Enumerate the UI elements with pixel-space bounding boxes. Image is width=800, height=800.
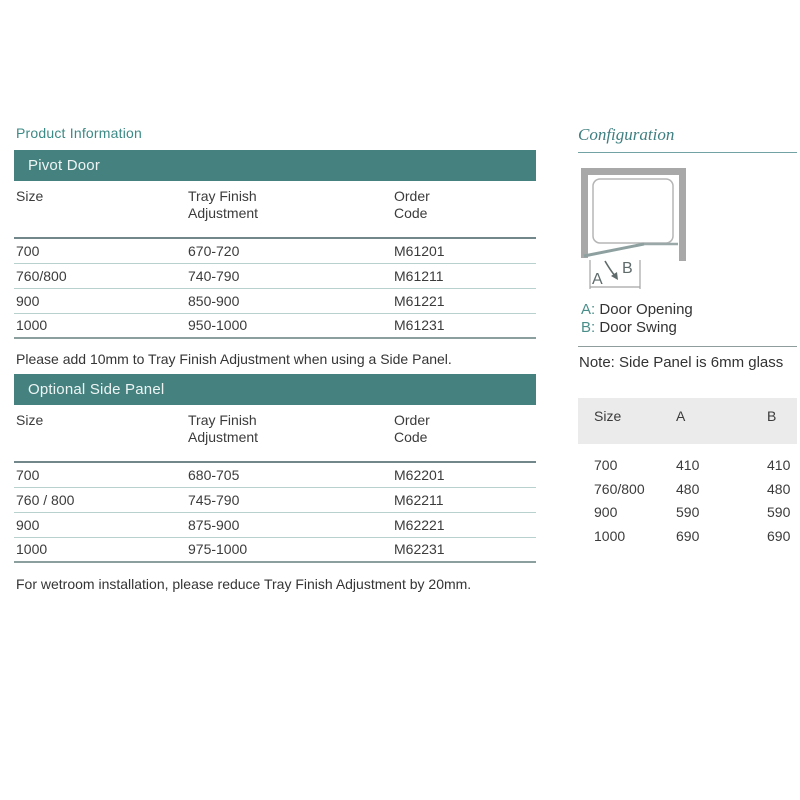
cell-tray-finish: 850-900 [188, 292, 240, 309]
cell-size: 700 [16, 466, 40, 483]
cell-size: 1000 [594, 527, 626, 544]
table-row [14, 288, 536, 313]
cell-tray-finish: 670-720 [188, 242, 240, 259]
cell-size: 1000 [16, 317, 48, 334]
cell-order-code: M61231 [394, 317, 445, 334]
cell-a: 590 [676, 504, 700, 520]
cell-a: 690 [676, 527, 700, 544]
door-open-line [584, 244, 644, 256]
table-row [14, 537, 536, 562]
configuration-title: Configuration [578, 125, 797, 153]
section-header-optional-side-panel: Optional Side Panel [14, 374, 536, 405]
tray-outline [593, 179, 673, 243]
cell-order-code: M62201 [394, 466, 445, 483]
side-panel-note: For wetroom installation, please reduce Tray Finish Adjustment by 20mm. [16, 576, 472, 592]
dim-column-b: B [767, 408, 777, 424]
diagram-label-b: B [622, 260, 633, 277]
configuration-section [578, 125, 797, 548]
cell-tray-finish: 875-900 [188, 516, 240, 533]
table-header-row [14, 181, 536, 238]
legend-item-b [581, 319, 797, 337]
column-header-order-code: Order Code [394, 412, 430, 445]
legend-key-b: B: [581, 319, 596, 336]
cell-tray-finish: 680-705 [188, 466, 240, 483]
table-row [14, 238, 536, 263]
cell-b: 590 [767, 504, 791, 520]
cell-order-code: M61211 [394, 267, 444, 284]
glass-note: Note: Side Panel is 6mm glass [579, 354, 784, 371]
cell-size: 900 [594, 504, 618, 520]
product-information-section [14, 125, 536, 599]
table-row [578, 501, 797, 525]
legend-label-a: Door Opening [599, 301, 693, 318]
cell-tray-finish: 740-790 [188, 267, 240, 284]
dimensions-table [578, 398, 797, 548]
cell-size: 700 [16, 242, 40, 259]
table-row [14, 313, 536, 338]
table-header-row [14, 405, 536, 462]
cell-size: 760 / 800 [16, 491, 75, 508]
legend-item-a [581, 301, 797, 319]
table-row [14, 512, 536, 537]
pivot-door-table [14, 181, 536, 339]
legend-key-a: A: [581, 301, 596, 318]
cell-order-code: M62221 [394, 516, 445, 533]
table-row [578, 454, 797, 478]
cell-order-code: M62211 [394, 491, 444, 508]
column-header-order-code: Order Code [394, 188, 430, 221]
cell-b: 690 [767, 527, 791, 544]
dimensions-table-body [578, 454, 797, 548]
cell-size: 760/800 [16, 267, 67, 284]
page-title: Product Information [16, 125, 142, 141]
cell-size: 700 [594, 457, 618, 473]
column-header-size: Size [16, 188, 44, 204]
cell-b: 410 [767, 457, 791, 473]
table-row [578, 525, 797, 549]
table-row [14, 487, 536, 512]
cell-size: 900 [16, 292, 40, 309]
cell-size: 900 [16, 516, 40, 533]
door-diagram [578, 165, 797, 293]
cell-order-code: M61201 [394, 242, 445, 259]
diagram-label-a: A [592, 271, 603, 288]
dim-column-a: A [676, 408, 686, 424]
cell-tray-finish: 975-1000 [188, 541, 248, 558]
column-header-tray-finish: Tray Finish Adjustment [188, 412, 259, 445]
cell-size: 1000 [16, 541, 48, 558]
cell-a: 480 [676, 480, 700, 497]
pivot-door-note: Please add 10mm to Tray Finish Adjustment when using a Side Panel. [16, 351, 452, 367]
cell-b: 480 [767, 480, 791, 497]
divider [578, 346, 797, 347]
cell-tray-finish: 950-1000 [188, 317, 248, 334]
cell-order-code: M62231 [394, 541, 445, 558]
optional-side-panel-table [14, 405, 536, 563]
column-header-tray-finish: Tray Finish Adjustment [188, 188, 259, 221]
cell-size: 760/800 [594, 480, 645, 497]
section-header-pivot-door: Pivot Door [14, 150, 536, 181]
diagram-legend [581, 301, 797, 337]
cell-tray-finish: 745-790 [188, 491, 240, 508]
table-row [578, 478, 797, 502]
legend-label-b: Door Swing [599, 319, 677, 336]
cell-a: 410 [676, 457, 700, 473]
cell-order-code: M61221 [394, 292, 445, 309]
dim-column-size: Size [594, 408, 622, 424]
dimensions-table-header [578, 398, 797, 444]
column-header-size: Size [16, 412, 44, 428]
table-row [14, 462, 536, 487]
table-row [14, 263, 536, 288]
